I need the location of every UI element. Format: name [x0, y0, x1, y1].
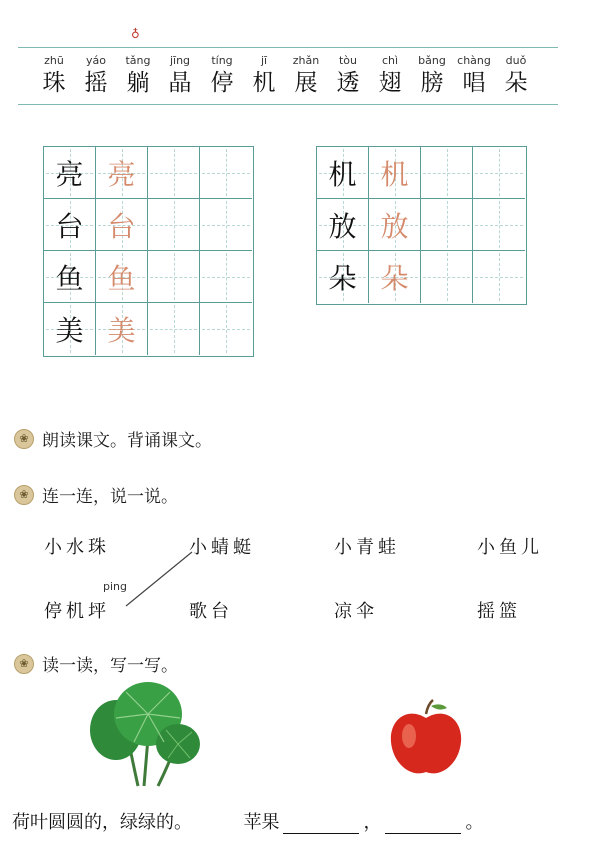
instruction-read-write	[14, 651, 178, 676]
sentence-part: 荷叶圆圆的，绿绿的。	[12, 812, 192, 833]
trace-char: 台	[107, 209, 136, 243]
pinyin: bǎng	[418, 54, 446, 67]
model-char: 放	[328, 209, 357, 243]
trace-char: 鱼	[107, 261, 136, 295]
trace-char: 机	[380, 157, 409, 191]
hanzi: 膀	[420, 70, 444, 96]
match-bottom-word: 凉伞	[334, 601, 378, 622]
answer-blank[interactable]	[283, 815, 359, 834]
match-top-word: 小水珠	[44, 537, 110, 558]
pinyin: zhǎn	[292, 54, 320, 67]
trace-char: 亮	[107, 157, 136, 191]
pinyin: jīng	[169, 54, 191, 67]
pinyin: tòu	[338, 54, 357, 67]
answer-blank[interactable]	[385, 815, 461, 834]
model-char: 朵	[328, 262, 357, 295]
model-char: 机	[328, 157, 357, 191]
hanzi: 停	[210, 70, 234, 96]
sentence-end: 。	[465, 812, 484, 833]
hanzi: 摇	[84, 70, 108, 96]
exercise-bullet-icon: ❀	[14, 429, 34, 449]
model-char: 亮	[55, 157, 84, 191]
match-bottom-word: 摇篮	[477, 601, 521, 622]
pinyin-annotation: ping	[103, 580, 127, 593]
pinyin: duǒ	[505, 54, 527, 67]
match-bottom-word: 停机坪	[44, 601, 110, 622]
instruction-text: 读一读，写一写。	[42, 656, 178, 676]
pinyin: yáo	[86, 54, 106, 67]
pinyin: chàng	[457, 54, 491, 67]
trace-char: 放	[380, 209, 409, 243]
trace-char: 朵	[380, 262, 409, 295]
hanzi: 透	[336, 70, 360, 96]
fill-in-sentence	[12, 808, 483, 834]
hanzi: 晶	[168, 70, 192, 96]
sentence-comma: ，	[363, 812, 382, 833]
sentence-subject: 苹果	[243, 812, 280, 833]
model-char: 鱼	[55, 261, 84, 295]
trace-char: 美	[107, 314, 136, 347]
hanzi: 机	[252, 70, 276, 96]
apple-image	[385, 698, 467, 780]
instruction-text: 连一连，说一说。	[42, 487, 178, 507]
model-char: 台	[55, 209, 84, 243]
decoration-icon: ♁	[131, 27, 140, 41]
hanzi: 翅	[378, 70, 402, 96]
match-top-word: 小鱼儿	[477, 537, 543, 558]
hanzi: 唱	[462, 70, 486, 96]
match-top-word: 小蜻蜓	[189, 537, 255, 558]
hanzi: 展	[294, 70, 318, 96]
pinyin: jī	[260, 54, 268, 67]
model-char: 美	[55, 314, 84, 347]
hanzi: 躺	[126, 70, 150, 96]
hanzi: 朵	[504, 70, 528, 96]
exercise-bullet-icon: ❀	[14, 485, 34, 505]
pinyin: tíng	[211, 54, 233, 67]
pinyin: tǎng	[125, 54, 151, 67]
instruction-text: 朗读课文。背诵课文。	[42, 431, 212, 451]
match-top-word: 小青蛙	[334, 537, 400, 558]
pinyin: zhū	[44, 54, 64, 67]
match-bottom-word: 歌台	[189, 601, 233, 622]
pinyin: chì	[381, 54, 399, 67]
lotus-leaf-image	[86, 678, 206, 788]
exercise-bullet-icon: ❀	[14, 654, 34, 674]
hanzi: 珠	[42, 70, 66, 96]
